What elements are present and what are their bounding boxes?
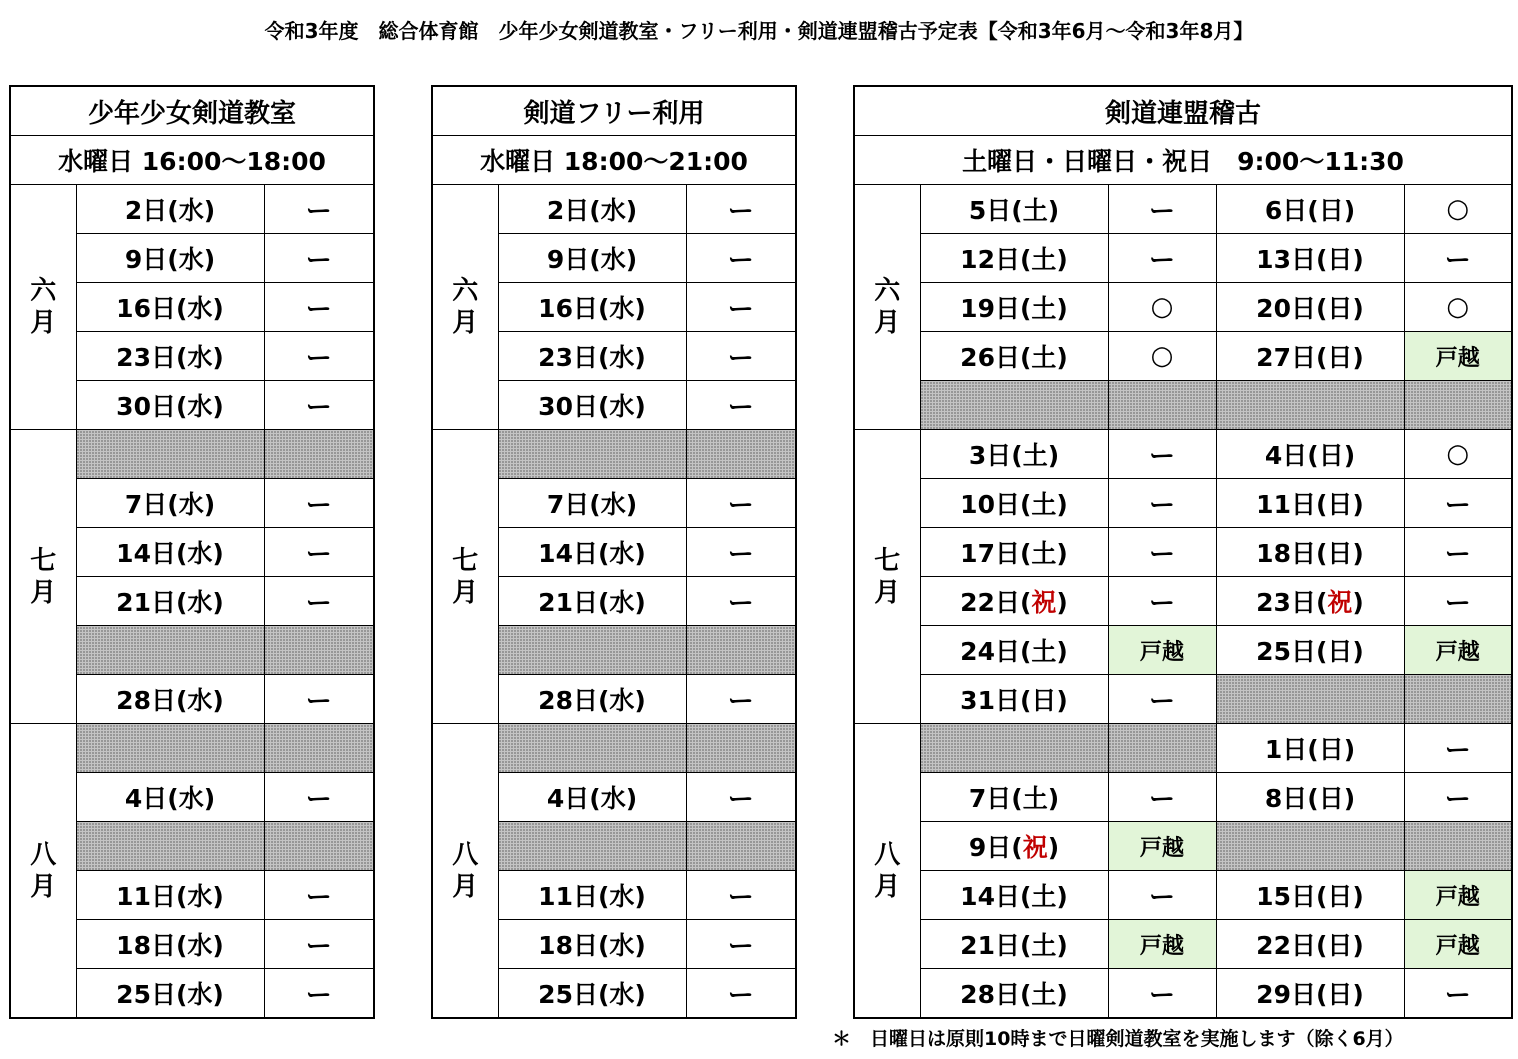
no-session-cell [264, 626, 374, 675]
date-cell: 4日(日) [1216, 430, 1404, 479]
date-cell: 14日(土) [920, 871, 1108, 920]
date-cell: 21日(水) [498, 577, 686, 626]
date-close: ) [1056, 588, 1068, 617]
status-mark-cell: ー [1108, 528, 1216, 577]
month-label: 八 月 [10, 724, 76, 1019]
no-session-cell [920, 724, 1108, 773]
date-cell: 7日(水) [76, 479, 264, 528]
status-mark-cell: ○ [1404, 185, 1512, 234]
no-session-cell [1216, 822, 1404, 871]
status-mark-cell: ー [1404, 528, 1512, 577]
status-mark-cell: ー [686, 528, 796, 577]
date-cell: 6日(日) [1216, 185, 1404, 234]
time-range: 土曜日・日曜日・祝日 9:00～11:30 [854, 136, 1512, 185]
no-session-cell [264, 724, 374, 773]
date-cell: 4日(水) [76, 773, 264, 822]
date-cell: 27日(日) [1216, 332, 1404, 381]
month-label: 六 月 [854, 185, 920, 430]
status-mark-cell: ー [686, 283, 796, 332]
no-session-cell [1404, 822, 1512, 871]
no-session-cell [1108, 724, 1216, 773]
status-mark-cell: ー [264, 381, 374, 430]
date-cell: 26日(土) [920, 332, 1108, 381]
status-mark-cell: ー [264, 577, 374, 626]
status-mark-cell: ー [1108, 871, 1216, 920]
no-session-cell [498, 822, 686, 871]
date-cell: 25日(水) [76, 969, 264, 1019]
date-cell: 13日(日) [1216, 234, 1404, 283]
month-label: 七 月 [10, 430, 76, 724]
date-cell: 12日(土) [920, 234, 1108, 283]
status-mark-cell: ー [686, 675, 796, 724]
date-cell: 16日(水) [498, 283, 686, 332]
date-cell: 10日(土) [920, 479, 1108, 528]
status-mark-cell: ー [686, 920, 796, 969]
no-session-cell [686, 430, 796, 479]
date-cell: 9日(水) [498, 234, 686, 283]
status-mark-cell: ○ [1404, 283, 1512, 332]
date-cell: 25日(日) [1216, 626, 1404, 675]
date-text: 9日( [968, 833, 1023, 862]
date-cell [920, 822, 1108, 871]
date-cell: 14日(水) [498, 528, 686, 577]
date-cell [1216, 577, 1404, 626]
status-mark-cell: ー [686, 185, 796, 234]
date-cell: 4日(水) [498, 773, 686, 822]
date-cell: 30日(水) [498, 381, 686, 430]
no-session-cell [76, 430, 264, 479]
status-mark-cell: ○ [1108, 283, 1216, 332]
month-label: 六 月 [10, 185, 76, 430]
table-header: 少年少女剣道教室 [10, 86, 374, 136]
table-row [854, 528, 1512, 577]
date-text: 23日( [1256, 588, 1328, 617]
status-mark-cell: ○ [1404, 430, 1512, 479]
date-cell: 31日(日) [920, 675, 1108, 724]
status-mark-cell: ー [264, 528, 374, 577]
status-mark-cell: ー [1108, 969, 1216, 1019]
status-mark-cell: ー [1404, 969, 1512, 1019]
date-cell: 19日(土) [920, 283, 1108, 332]
date-cell: 23日(水) [76, 332, 264, 381]
date-cell: 22日(日) [1216, 920, 1404, 969]
table-row [854, 185, 1512, 234]
status-mark-cell: ー [1108, 577, 1216, 626]
table-row [432, 185, 796, 234]
no-session-cell [1216, 381, 1404, 430]
status-mark-cell: ー [686, 332, 796, 381]
kids-kendo-class-table [9, 85, 375, 1019]
date-cell: 15日(日) [1216, 871, 1404, 920]
status-mark-cell: ー [1404, 773, 1512, 822]
status-mark-cell: ○ [1108, 332, 1216, 381]
no-session-cell [264, 430, 374, 479]
holiday-label: 祝 [1327, 588, 1353, 617]
date-cell: 21日(土) [920, 920, 1108, 969]
month-label: 八 月 [854, 724, 920, 1019]
no-session-cell [498, 430, 686, 479]
table-row [854, 332, 1512, 381]
table-header: 剣道連盟稽古 [854, 86, 1512, 136]
date-cell: 2日(水) [76, 185, 264, 234]
status-mark-cell: ー [686, 773, 796, 822]
no-session-cell [1404, 381, 1512, 430]
table-row [854, 920, 1512, 969]
status-mark-cell: ー [686, 871, 796, 920]
table-row [10, 185, 374, 234]
no-session-cell [686, 626, 796, 675]
date-cell: 21日(水) [76, 577, 264, 626]
time-range: 水曜日 18:00～21:00 [432, 136, 796, 185]
no-session-cell [1216, 675, 1404, 724]
status-mark-cell: ー [264, 185, 374, 234]
table-row [854, 577, 1512, 626]
no-session-cell [686, 822, 796, 871]
date-cell: 8日(日) [1216, 773, 1404, 822]
status-mark-cell: ー [1404, 577, 1512, 626]
month-label: 七 月 [854, 430, 920, 724]
date-cell: 5日(土) [920, 185, 1108, 234]
no-session-cell [76, 724, 264, 773]
date-cell: 7日(水) [498, 479, 686, 528]
table-row [854, 381, 1512, 430]
togoshi-venue-cell: 戸越 [1108, 920, 1216, 969]
no-session-cell [76, 626, 264, 675]
date-cell: 20日(日) [1216, 283, 1404, 332]
status-mark-cell: ー [1108, 234, 1216, 283]
kendo-free-use-table [431, 85, 797, 1019]
month-label: 七 月 [432, 430, 498, 724]
no-session-cell [498, 626, 686, 675]
table-row [10, 430, 374, 479]
date-cell: 3日(土) [920, 430, 1108, 479]
kendo-federation-practice-table [853, 85, 1513, 1019]
status-mark-cell: ー [264, 479, 374, 528]
date-cell: 18日(水) [76, 920, 264, 969]
table-row [854, 675, 1512, 724]
date-cell: 9日(水) [76, 234, 264, 283]
status-mark-cell: ー [264, 871, 374, 920]
togoshi-venue-cell: 戸越 [1404, 871, 1512, 920]
date-cell: 17日(土) [920, 528, 1108, 577]
table-row [854, 822, 1512, 871]
status-mark-cell: ー [264, 920, 374, 969]
status-mark-cell: ー [1108, 185, 1216, 234]
time-range: 水曜日 16:00～18:00 [10, 136, 374, 185]
togoshi-venue-cell: 戸越 [1108, 822, 1216, 871]
page-title: 令和3年度 総合体育館 少年少女剣道教室・フリー利用・剣道連盟稽古予定表【令和3年6月～令和3年8月】 [264, 19, 1254, 43]
table-row [854, 283, 1512, 332]
date-cell: 11日(日) [1216, 479, 1404, 528]
table-row [854, 626, 1512, 675]
no-session-cell [1108, 381, 1216, 430]
date-cell: 23日(水) [498, 332, 686, 381]
no-session-cell [76, 822, 264, 871]
status-mark-cell: ー [264, 773, 374, 822]
no-session-cell [686, 724, 796, 773]
footnote: ＊ 日曜日は原則10時まで日曜剣道教室を実施します（除く6月） [832, 1028, 1404, 1050]
status-mark-cell: ー [686, 234, 796, 283]
date-cell: 1日(日) [1216, 724, 1404, 773]
date-close: ) [1352, 588, 1364, 617]
status-mark-cell: ー [686, 969, 796, 1019]
status-mark-cell: ー [1404, 234, 1512, 283]
holiday-label: 祝 [1022, 833, 1048, 862]
status-mark-cell: ー [1108, 675, 1216, 724]
date-cell: 2日(水) [498, 185, 686, 234]
date-cell: 29日(日) [1216, 969, 1404, 1019]
table-row [432, 724, 796, 773]
month-label: 六 月 [432, 185, 498, 430]
status-mark-cell: ー [1404, 724, 1512, 773]
date-cell: 25日(水) [498, 969, 686, 1019]
date-cell: 28日(水) [76, 675, 264, 724]
date-cell: 30日(水) [76, 381, 264, 430]
status-mark-cell: ー [1108, 479, 1216, 528]
table-row [854, 430, 1512, 479]
status-mark-cell: ー [264, 283, 374, 332]
table-row [854, 234, 1512, 283]
no-session-cell [498, 724, 686, 773]
table-row [854, 724, 1512, 773]
date-close: ) [1047, 833, 1060, 862]
togoshi-venue-cell: 戸越 [1108, 626, 1216, 675]
status-mark-cell: ー [264, 675, 374, 724]
status-mark-cell: ー [1404, 479, 1512, 528]
date-cell: 11日(水) [76, 871, 264, 920]
date-cell: 18日(水) [498, 920, 686, 969]
month-label: 八 月 [432, 724, 498, 1019]
date-text: 22日( [960, 588, 1032, 617]
status-mark-cell: ー [1108, 430, 1216, 479]
togoshi-venue-cell: 戸越 [1404, 332, 1512, 381]
status-mark-cell: ー [264, 234, 374, 283]
table-row [432, 430, 796, 479]
status-mark-cell: ー [264, 969, 374, 1019]
no-session-cell [1404, 675, 1512, 724]
no-session-cell [264, 822, 374, 871]
status-mark-cell: ー [686, 381, 796, 430]
status-mark-cell: ー [1108, 773, 1216, 822]
date-cell: 7日(土) [920, 773, 1108, 822]
status-mark-cell: ー [264, 332, 374, 381]
date-cell: 18日(日) [1216, 528, 1404, 577]
table-row [854, 479, 1512, 528]
date-cell: 14日(水) [76, 528, 264, 577]
table-row [854, 871, 1512, 920]
date-cell: 28日(土) [920, 969, 1108, 1019]
date-cell: 11日(水) [498, 871, 686, 920]
date-cell: 28日(水) [498, 675, 686, 724]
table-header: 剣道フリー利用 [432, 86, 796, 136]
status-mark-cell: ー [686, 479, 796, 528]
holiday-label: 祝 [1031, 588, 1057, 617]
togoshi-venue-cell: 戸越 [1404, 626, 1512, 675]
table-row [854, 773, 1512, 822]
date-cell: 16日(水) [76, 283, 264, 332]
date-cell: 24日(土) [920, 626, 1108, 675]
status-mark-cell: ー [686, 577, 796, 626]
table-row [854, 969, 1512, 1019]
date-cell [920, 577, 1108, 626]
table-row [10, 724, 374, 773]
togoshi-venue-cell: 戸越 [1404, 920, 1512, 969]
no-session-cell [920, 381, 1108, 430]
